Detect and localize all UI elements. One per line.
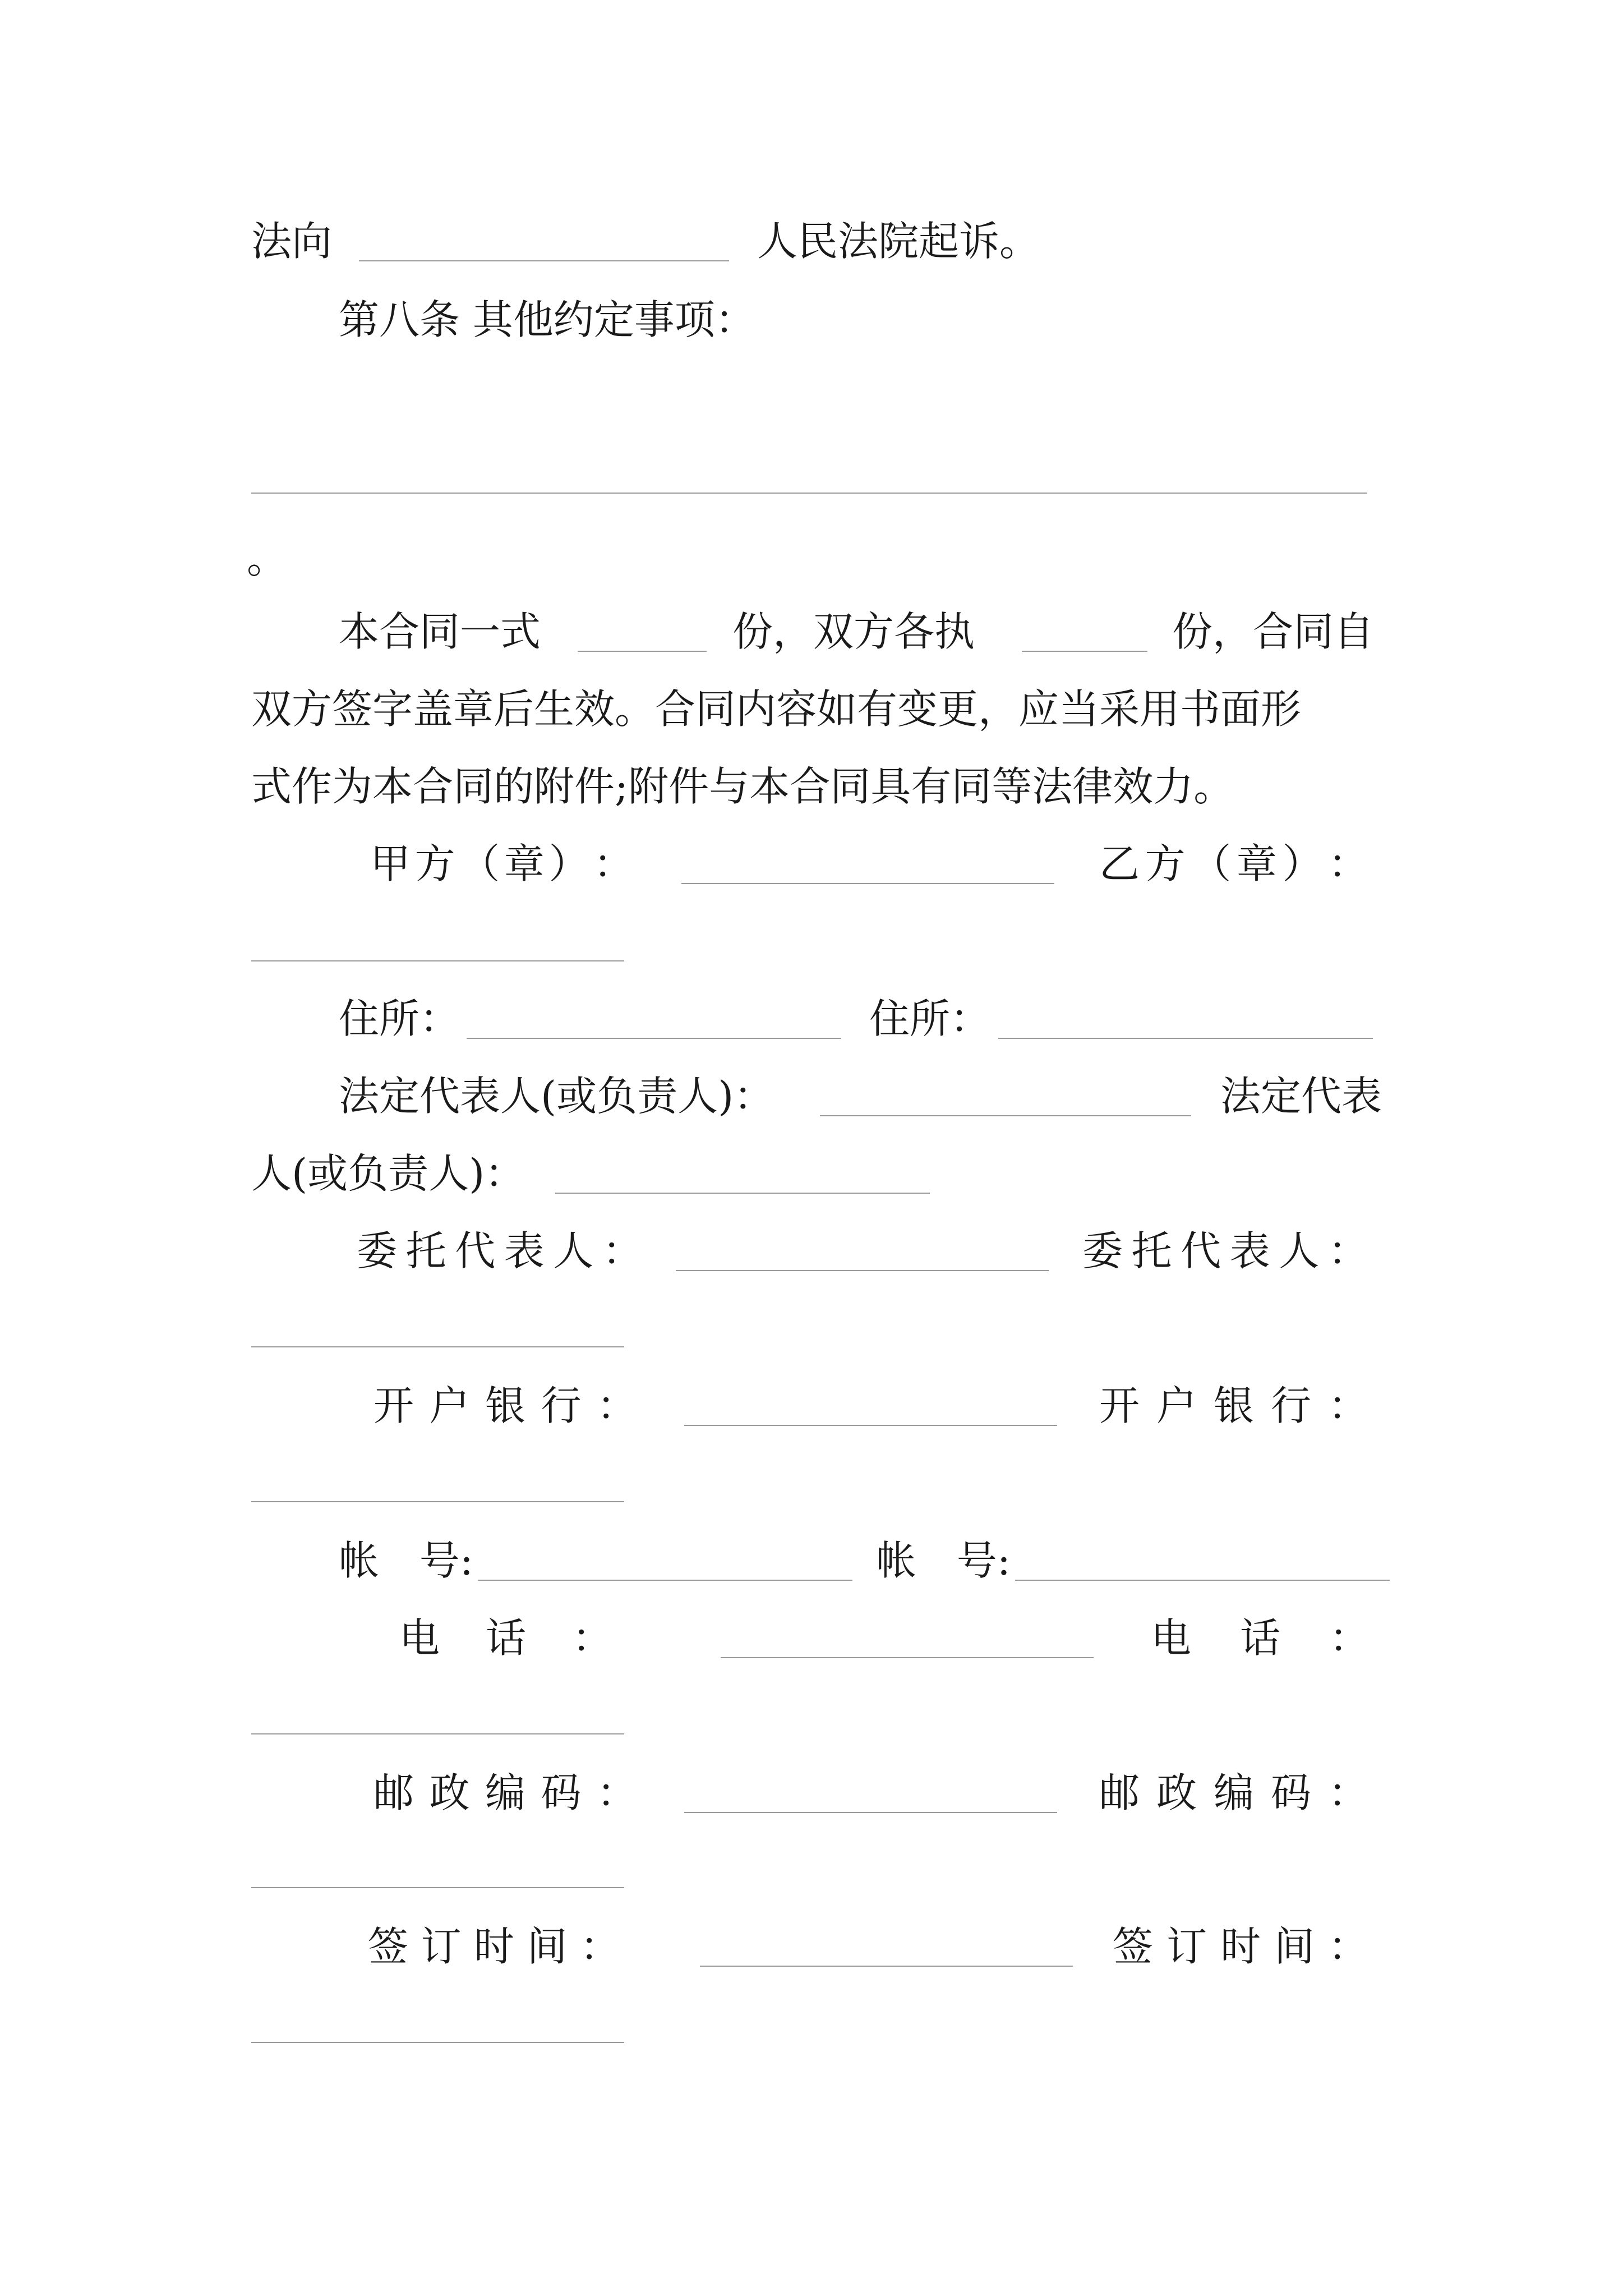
address-a-field[interactable] [467, 1038, 841, 1039]
bank-b-field[interactable] [251, 1501, 624, 1502]
phone-b-field[interactable] [251, 1733, 624, 1734]
address-b-field[interactable] [998, 1038, 1373, 1039]
sign-date-b-field[interactable] [251, 2042, 624, 2043]
address-line [0, 991, 1623, 1047]
bank-a-label: 开 户 银 行 ： [374, 1382, 637, 1429]
court-suffix: 人民法院起诉。 [757, 218, 1040, 265]
party-b-field[interactable] [251, 960, 624, 961]
legal-rep-a-label: 法定代表人(或负责人)： [339, 1073, 774, 1120]
party-a-field[interactable] [681, 883, 1054, 884]
postcode-a-label: 邮 政 编 码 ： [374, 1769, 637, 1816]
phone-b-label: 电 话 ： [1151, 1614, 1370, 1662]
other-matters-field[interactable] [251, 493, 1367, 494]
phone-a-field[interactable] [721, 1657, 1094, 1658]
agent-b-label: 委 托 代 表 人 ： [1082, 1227, 1368, 1274]
agent-b-field[interactable] [251, 1346, 624, 1347]
party-b-label: 乙 方 （ 章 ） ： [1099, 840, 1368, 887]
phone-a-label: 电 话 ： [399, 1614, 612, 1662]
period-mark: 。 [247, 535, 288, 582]
annex-line [0, 758, 1623, 815]
account-a-field[interactable] [478, 1580, 852, 1581]
postcode-b-label: 邮 政 编 码 ： [1099, 1769, 1368, 1816]
total-copies-field[interactable] [578, 651, 707, 652]
address-a-label: 住所： [339, 995, 460, 1042]
copies-text-1: 本合同一式 [339, 608, 541, 655]
legal-rep-b-label-1: 法定代表 [1220, 1073, 1382, 1120]
party-a-label: 甲 方 （ 章 ） ： [370, 840, 634, 887]
postcode-a-field[interactable] [684, 1812, 1057, 1813]
court-line [0, 213, 1623, 269]
agent-a-label: 委 托 代 表 人 ： [357, 1227, 643, 1274]
legal-rep-line [0, 1068, 1623, 1124]
sign-date-line [0, 1918, 1623, 1975]
article-8-text: 第八条 其他约定事项： [339, 296, 755, 343]
agent-line [0, 1223, 1623, 1279]
bank-b-label: 开 户 银 行 ： [1099, 1382, 1368, 1429]
sign-date-b-label: 签 订 时 间 ： [1113, 1923, 1368, 1970]
effect-line [0, 681, 1623, 737]
bank-a-field[interactable] [684, 1425, 1057, 1426]
article-8-heading [0, 292, 1623, 348]
legal-rep-b-field[interactable] [555, 1193, 930, 1194]
account-line [0, 1533, 1623, 1589]
copies-text-2: 份，双方各执 [732, 608, 975, 655]
annex-text: 式作为本合同的附件;附件与本合同具有同等法律效力。 [251, 763, 1234, 810]
copies-text-3: 份，合同自 [1172, 608, 1375, 655]
court-name-field[interactable] [359, 260, 729, 261]
copies-line [0, 604, 1623, 660]
account-b-field[interactable] [1015, 1580, 1390, 1581]
party-line [0, 836, 1623, 892]
account-a-label: 帐 号: [339, 1537, 473, 1584]
period-line [0, 531, 1623, 587]
each-copies-field[interactable] [1022, 651, 1147, 652]
postcode-b-field[interactable] [251, 1887, 624, 1888]
court-prefix: 法向 [251, 218, 333, 265]
agent-a-field[interactable] [676, 1270, 1049, 1271]
address-b-label: 住所： [869, 995, 991, 1042]
bank-line [0, 1378, 1623, 1434]
sign-date-a-field[interactable] [700, 1966, 1073, 1967]
legal-rep-b-line [0, 1145, 1623, 1202]
postcode-line [0, 1765, 1623, 1821]
account-b-label: 帐 号: [876, 1537, 1011, 1584]
phone-line [0, 1610, 1623, 1666]
legal-rep-b-label-2: 人(或负责人)： [251, 1150, 525, 1197]
legal-rep-a-field[interactable] [820, 1115, 1191, 1116]
sign-date-a-label: 签 订 时 间 ： [368, 1923, 620, 1970]
effect-text: 双方签字盖章后生效。合同内容如有变更，应当采用书面形 [251, 685, 1302, 733]
